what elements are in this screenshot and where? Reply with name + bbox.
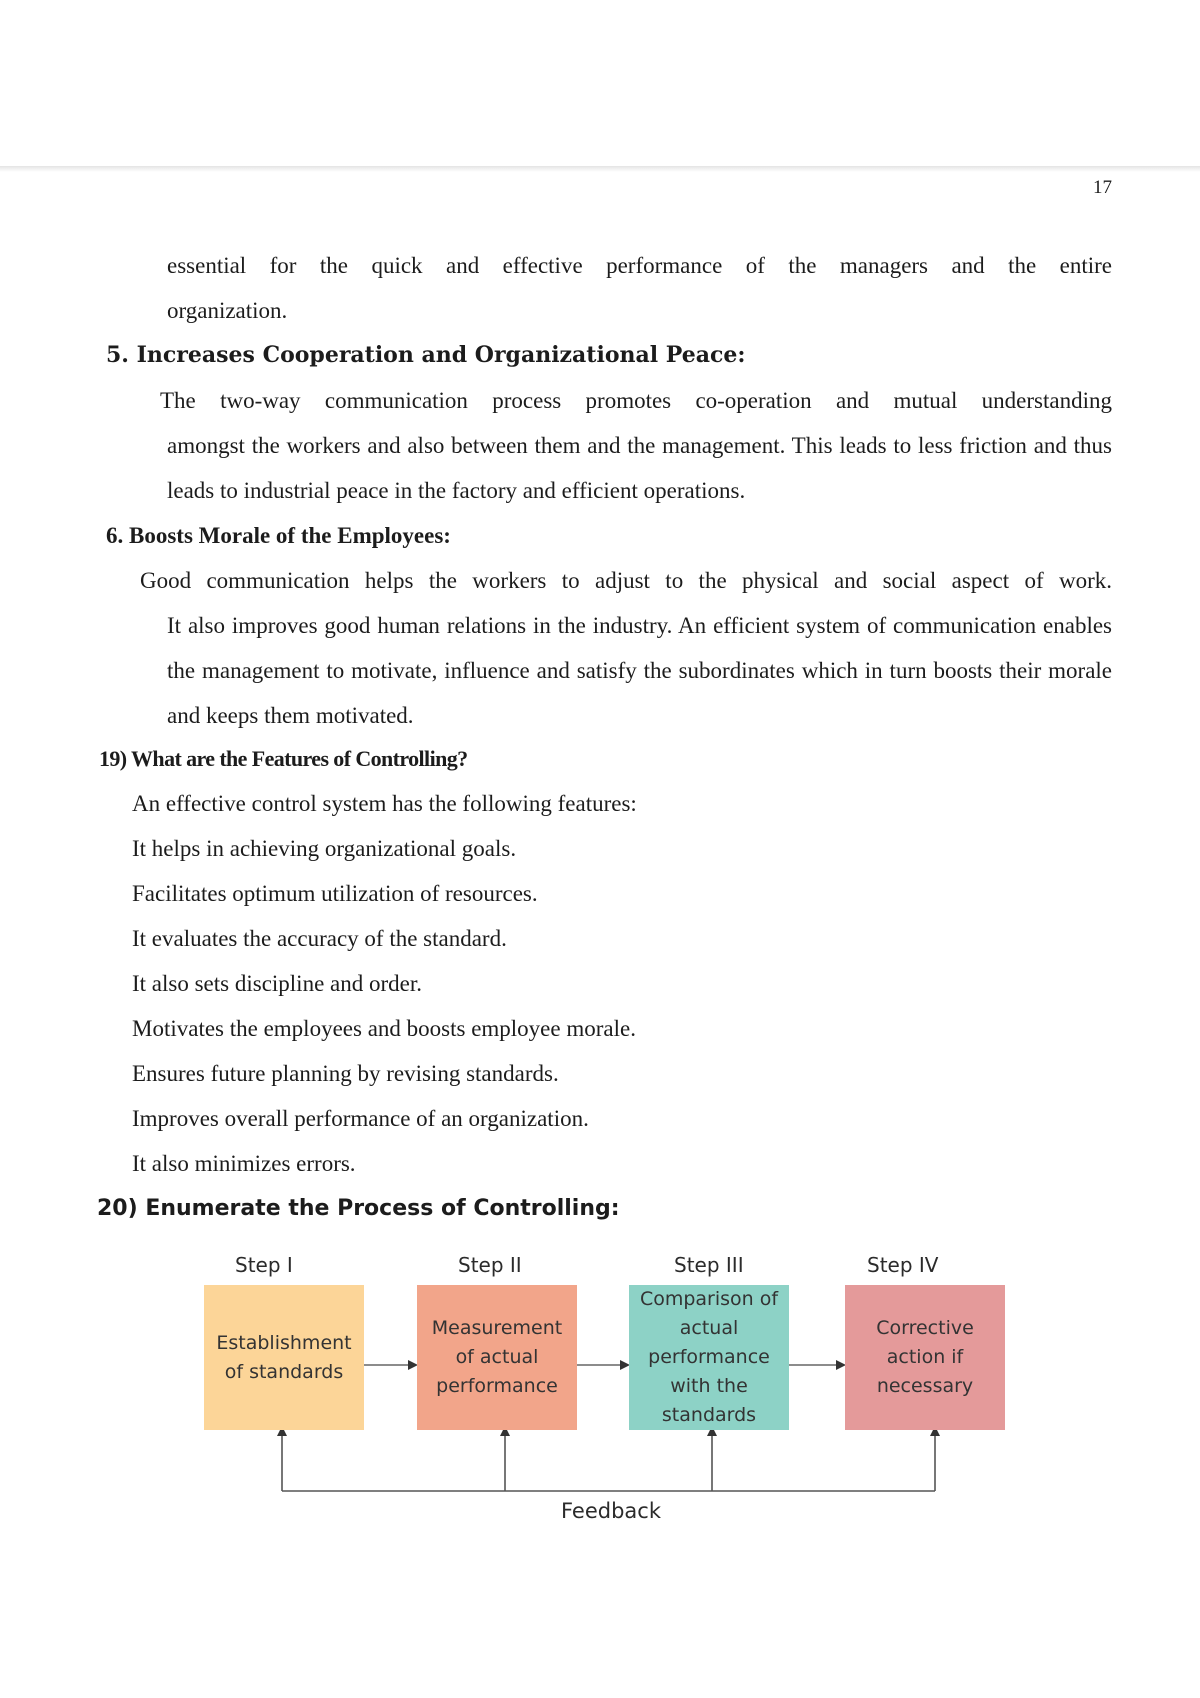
intro-line-2: organization. bbox=[167, 298, 288, 323]
step-1-label: Step I bbox=[235, 1253, 293, 1277]
feature-item: It helps in achieving organizational goals. bbox=[132, 836, 517, 861]
controlling-process-diagram bbox=[180, 1245, 1030, 1545]
question-19-heading: 19) What are the Features of Controlling? bbox=[99, 746, 468, 771]
section-6-paragraph bbox=[140, 558, 1112, 738]
feature-item: Improves overall performance of an organization. bbox=[132, 1106, 589, 1131]
step-3-text: Comparison of actual performance with the standards bbox=[639, 1288, 779, 1426]
step-4-label: Step IV bbox=[867, 1253, 939, 1277]
section-5-first-line: The two-way communication process promotes co-operation and mutual understanding bbox=[160, 388, 1112, 413]
section-6-body: It also improves good human relations in the industry. An efficient system of communication enables the management to motivate, influence and satisfy the subordinates which in turn boosts their morale and keeps them motivated. bbox=[167, 613, 1112, 728]
page-number: 17 bbox=[1093, 177, 1112, 198]
feedback-label: Feedback bbox=[561, 1499, 662, 1523]
question-20-heading: 20) Enumerate the Process of Controlling: bbox=[97, 1196, 620, 1221]
intro-line-1: essential for the quick and effective performance of the managers and the entire bbox=[167, 253, 1112, 278]
feature-item: It also minimizes errors. bbox=[132, 1151, 356, 1176]
section-6-first-line: Good communication helps the workers to adjust to the physical and social aspect of work. bbox=[140, 568, 1112, 593]
page-divider bbox=[0, 166, 1200, 172]
feature-item: It evaluates the accuracy of the standard. bbox=[132, 926, 507, 951]
step-2-label: Step II bbox=[458, 1253, 522, 1277]
step-4-box bbox=[845, 1285, 1005, 1430]
features-intro: An effective control system has the following features: bbox=[132, 791, 637, 816]
step-1-text: Establishment of standards bbox=[216, 1331, 352, 1383]
section-5-body: amongst the workers and also between them and the management. This leads to less friction and thus leads to industrial peace in the factory and efficient operations. bbox=[167, 433, 1112, 503]
feature-item: Ensures future planning by revising standards. bbox=[132, 1061, 559, 1086]
step-1-box bbox=[204, 1285, 364, 1430]
step-3-label: Step III bbox=[674, 1253, 744, 1277]
feature-item: Facilitates optimum utilization of resources. bbox=[132, 881, 538, 906]
step-3-box bbox=[629, 1285, 789, 1430]
section-6-heading: 6. Boosts Morale of the Employees: bbox=[106, 523, 451, 548]
section-5-paragraph bbox=[160, 378, 1112, 513]
section-5-heading: 5. Increases Cooperation and Organizational Peace: bbox=[106, 342, 746, 368]
top-margin bbox=[0, 0, 1200, 166]
feature-item: It also sets discipline and order. bbox=[132, 971, 422, 996]
step-2-box bbox=[417, 1285, 577, 1430]
step-4-text: Corrective action if necessary bbox=[876, 1317, 974, 1397]
step-2-text: Measurement of actual performance bbox=[431, 1317, 563, 1397]
feature-item: Motivates the employees and boosts employee morale. bbox=[132, 1016, 636, 1041]
